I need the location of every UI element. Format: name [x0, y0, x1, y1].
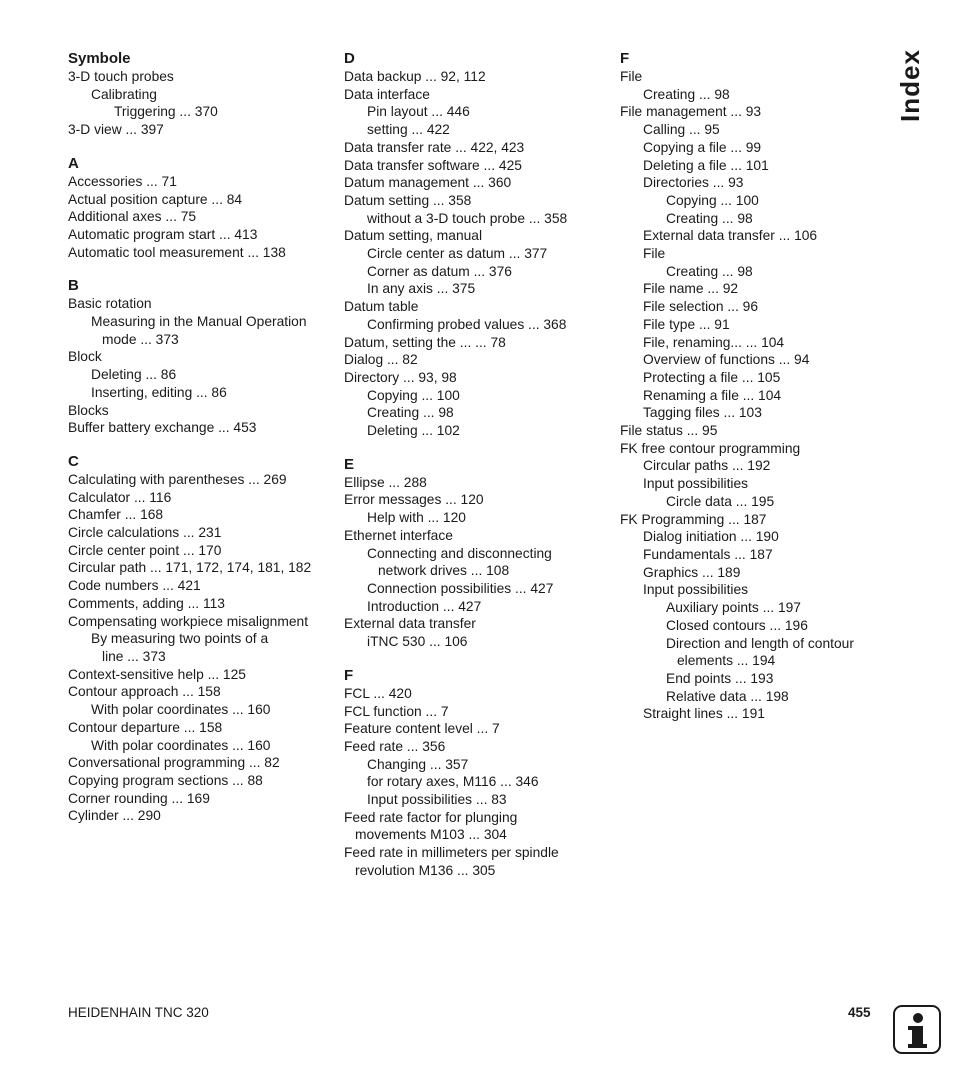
- index-entry: Deleting ... 86: [91, 367, 177, 383]
- index-entry: File selection ... 96: [643, 299, 759, 315]
- index-entry: File: [620, 69, 643, 84]
- index-entry: for rotary axes, M116 ... 346: [367, 774, 539, 790]
- index-entry: Basic rotation: [68, 296, 152, 312]
- index-entry: Contour departure ... 158: [68, 719, 223, 735]
- index-letter-heading: B: [68, 277, 79, 295]
- footer-product: HEIDENHAIN TNC 320: [68, 1005, 209, 1020]
- index-entry: Input possibilities ... 83: [367, 792, 507, 808]
- index-entry: Inserting, editing ... 86: [91, 384, 227, 400]
- index-entry: File status ... 95: [620, 423, 718, 439]
- index-entry: External data transfer: [344, 616, 476, 632]
- index-column-3: [620, 49, 890, 723]
- index-letter-heading: F: [620, 50, 630, 67]
- index-letter-heading: E: [344, 455, 355, 473]
- index-entry: Deleting ... 102: [367, 423, 460, 439]
- index-entry: Feed rate in millimeters per spindle: [344, 845, 559, 861]
- index-entry: Triggering ... 370: [114, 104, 218, 120]
- index-entry: File type ... 91: [643, 316, 730, 332]
- index-letter-heading: Symbole: [68, 50, 131, 67]
- index-entry: Dialog initiation ... 190: [643, 529, 779, 545]
- index-entry: Conversational programming ... 82: [68, 755, 280, 771]
- index-entry: Fundamentals ... 187: [643, 546, 773, 562]
- index-entry: Data transfer software ... 425: [344, 157, 522, 173]
- index-entry: Accessories ... 71: [68, 173, 177, 189]
- index-entry: network drives ... 108: [378, 563, 510, 579]
- index-entry: Code numbers ... 421: [68, 578, 201, 594]
- info-icon: [893, 1005, 941, 1054]
- index-entry: Corner rounding ... 169: [68, 790, 210, 806]
- index-entry: Direction and length of contour: [666, 635, 854, 651]
- index-entry: Graphics ... 189: [643, 564, 741, 580]
- index-entry: FCL ... 420: [344, 685, 412, 701]
- index-column-2: [344, 49, 614, 880]
- index-entry: Actual position capture ... 84: [68, 191, 243, 207]
- index-entry: Auxiliary points ... 197: [666, 600, 801, 616]
- index-entry: line ... 373: [102, 648, 166, 664]
- index-entry: File, renaming... ... 104: [643, 334, 785, 350]
- index-entry: With polar coordinates ... 160: [91, 737, 271, 753]
- index-entry: Datum setting, manual: [344, 228, 483, 244]
- index-entry: Compensating workpiece misalignment: [68, 613, 309, 629]
- index-entry: Copying program sections ... 88: [68, 772, 263, 788]
- index-entry: Data interface: [344, 86, 430, 102]
- index-entry: Cylinder ... 290: [68, 808, 161, 824]
- index-entry: Copying ... 100: [367, 387, 460, 403]
- index-entry: File name ... 92: [643, 281, 739, 297]
- index-entry: Pin layout ... 446: [367, 104, 470, 120]
- index-entry: Creating ... 98: [367, 405, 454, 421]
- index-entry: Datum table: [344, 299, 419, 315]
- index-entry: Circle center as datum ... 377: [367, 246, 548, 262]
- index-entry: Context-sensitive help ... 125: [68, 666, 246, 682]
- index-entry: Closed contours ... 196: [666, 617, 808, 633]
- index-entry: Chamfer ... 168: [68, 507, 164, 523]
- index-entry: Comments, adding ... 113: [68, 595, 225, 611]
- index-entry: Creating ... 98: [666, 263, 753, 279]
- index-entry: By measuring two points of a: [91, 631, 269, 647]
- index-entry: Connecting and disconnecting: [367, 545, 552, 561]
- index-entry: With polar coordinates ... 160: [91, 702, 271, 718]
- index-entry: Block: [68, 349, 102, 365]
- index-entry: mode ... 373: [102, 331, 179, 347]
- index-entry: Confirming probed values ... 368: [367, 316, 567, 332]
- index-entry: Straight lines ... 191: [643, 706, 765, 722]
- index-entry: Tagging files ... 103: [643, 405, 762, 421]
- index-entry: Calibrating: [91, 86, 157, 102]
- page-number: 455: [848, 1005, 871, 1020]
- section-title: Index: [894, 48, 925, 122]
- index-entry: Calculator ... 116: [68, 489, 172, 505]
- index-letter-heading: A: [68, 154, 79, 172]
- index-entry: FCL function ... 7: [344, 703, 449, 719]
- index-entry: Calling ... 95: [643, 122, 720, 138]
- index-entry: Copying ... 100: [666, 192, 759, 208]
- index-letter-heading: D: [344, 50, 355, 67]
- index-entry: elements ... 194: [677, 653, 776, 669]
- index-entry: Additional axes ... 75: [68, 209, 197, 225]
- index-entry: Copying a file ... 99: [643, 139, 762, 155]
- index-entry: Data backup ... 92, 112: [344, 69, 486, 84]
- index-entry: Buffer battery exchange ... 453: [68, 420, 257, 436]
- index-entry: Feed rate ... 356: [344, 738, 446, 754]
- index-entry: Data transfer rate ... 422, 423: [344, 139, 525, 155]
- index-entry: Circle calculations ... 231: [68, 525, 222, 541]
- index-entry: Blocks: [68, 402, 109, 418]
- index-entry: Protecting a file ... 105: [643, 369, 781, 385]
- index-entry: FK Programming ... 187: [620, 511, 767, 527]
- index-entry: Overview of functions ... 94: [643, 352, 810, 368]
- index-entry: Corner as datum ... 376: [367, 263, 512, 279]
- index-entry: Calculating with parentheses ... 269: [68, 471, 287, 487]
- index-entry: Ellipse ... 288: [344, 474, 427, 490]
- index-entry: Relative data ... 198: [666, 688, 789, 704]
- index-entry: Circular paths ... 192: [643, 458, 771, 474]
- index-entry: In any axis ... 375: [367, 281, 476, 297]
- index-entry: 3-D touch probes: [68, 69, 174, 84]
- index-entry: Feed rate factor for plunging: [344, 809, 518, 825]
- index-entry: without a 3-D touch probe ... 358: [367, 210, 568, 226]
- index-entry: Datum setting ... 358: [344, 192, 472, 208]
- index-entry: Deleting a file ... 101: [643, 157, 769, 173]
- index-entry: revolution M136 ... 305: [355, 862, 496, 878]
- index-letter-heading: C: [68, 452, 79, 470]
- index-entry: Dialog ... 82: [344, 352, 418, 368]
- index-entry: Input possibilities: [643, 476, 749, 492]
- index-entry: Input possibilities: [643, 582, 749, 598]
- index-entry: Circle data ... 195: [666, 493, 775, 509]
- index-entry: External data transfer ... 106: [643, 228, 818, 244]
- index-entry: Directory ... 93, 98: [344, 369, 457, 385]
- index-entry: Automatic program start ... 413: [68, 226, 258, 242]
- index-entry: Circular path ... 171, 172, 174, 181, 182: [68, 560, 312, 576]
- index-entry: Introduction ... 427: [367, 598, 482, 614]
- index-entry: File: [643, 246, 666, 262]
- index-entry: Help with ... 120: [367, 510, 466, 526]
- index-entry: Changing ... 357: [367, 756, 469, 772]
- index-entry: Datum management ... 360: [344, 175, 512, 191]
- index-entry: Error messages ... 120: [344, 492, 484, 508]
- index-letter-heading: F: [344, 666, 354, 684]
- index-entry: Directories ... 93: [643, 175, 744, 191]
- index-entry: Datum, setting the ... ... 78: [344, 334, 506, 350]
- index-entry: Renaming a file ... 104: [643, 387, 782, 403]
- index-entry: iTNC 530 ... 106: [367, 634, 468, 650]
- index-entry: Circle center point ... 170: [68, 542, 222, 558]
- index-entry: setting ... 422: [367, 122, 450, 138]
- index-entry: Ethernet interface: [344, 527, 453, 543]
- index-entry: movements M103 ... 304: [355, 827, 507, 843]
- index-entry: Creating ... 98: [666, 210, 753, 226]
- index-entry: Creating ... 98: [643, 86, 730, 102]
- index-entry: Measuring in the Manual Operation: [91, 314, 307, 330]
- index-entry: 3-D view ... 397: [68, 122, 164, 138]
- index-entry: End points ... 193: [666, 670, 774, 686]
- index-entry: Feature content level ... 7: [344, 721, 500, 737]
- index-entry: Automatic tool measurement ... 138: [68, 244, 286, 260]
- index-entry: File management ... 93: [620, 104, 762, 120]
- index-entry: Connection possibilities ... 427: [367, 580, 554, 596]
- index-column-1: [68, 49, 338, 825]
- index-entry: Contour approach ... 158: [68, 684, 221, 700]
- index-entry: FK free contour programming: [620, 440, 801, 456]
